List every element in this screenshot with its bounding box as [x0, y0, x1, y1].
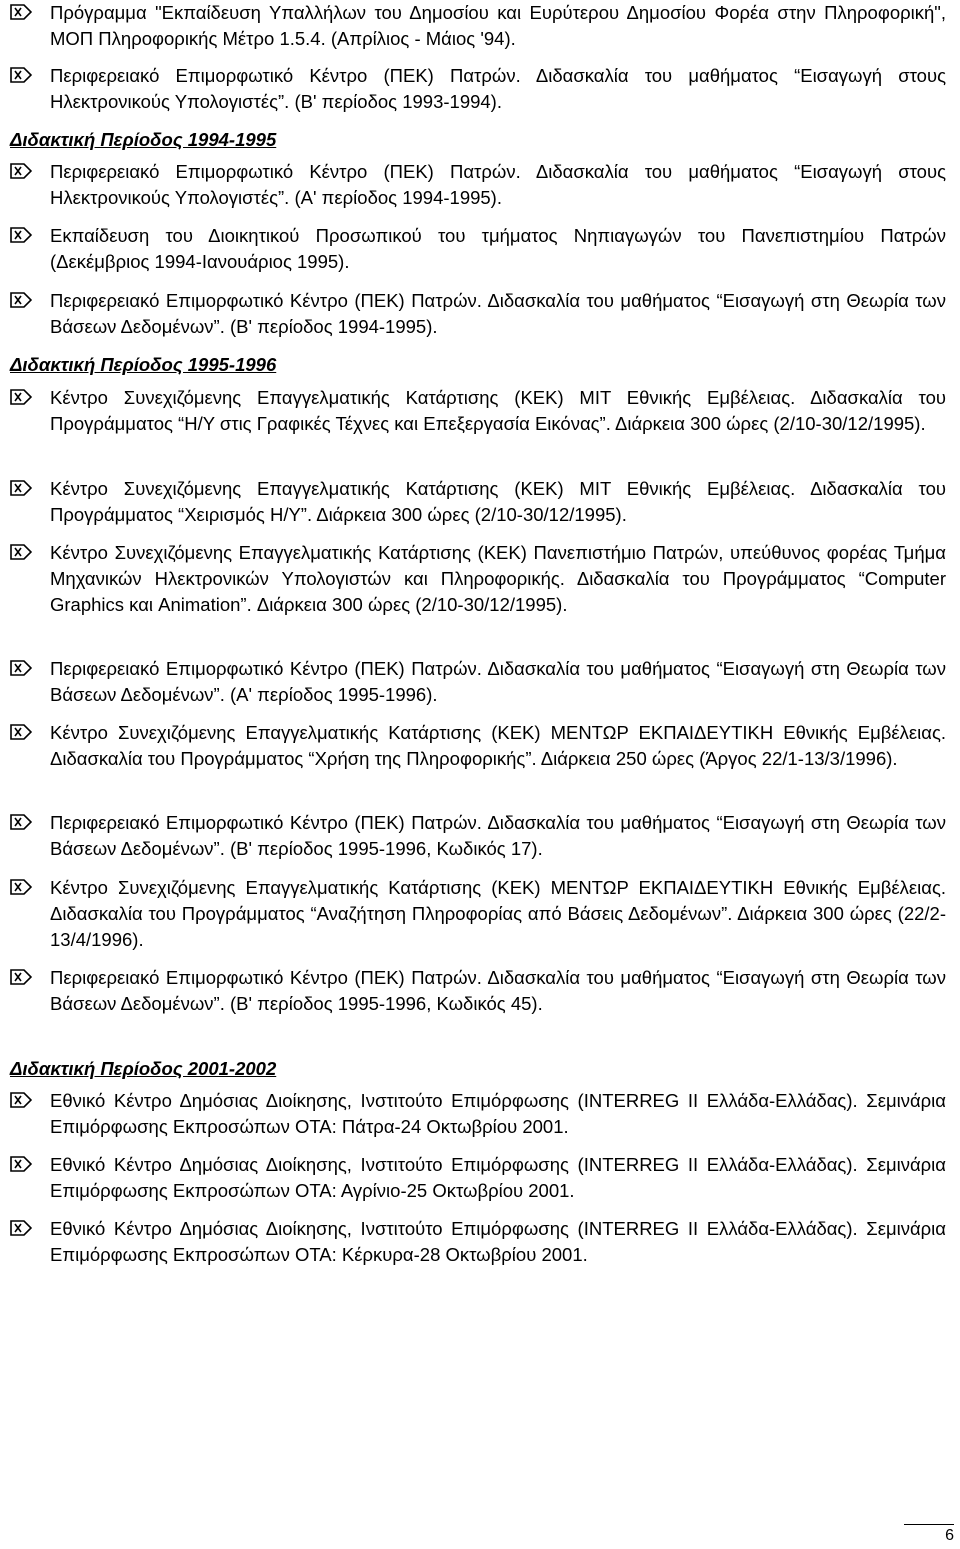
list-item [10, 810, 946, 862]
list-item-text: Περιφερειακό Επιμορφωτικό Κέντρο (ΠΕΚ) Πατρών. Διδασκαλία του μαθήματος “Εισαγωγή στη Θεωρία των Βάσεων Δεδομένων”. (Β' περίοδος 1995-1996, Κωδικός 45). [50, 967, 946, 1014]
boxed-x-arrow-icon [10, 389, 32, 405]
list-item [10, 1152, 946, 1204]
list-item [10, 476, 946, 528]
list-item-text: Εθνικό Κέντρο Δημόσιας Διοίκησης, Ινστιτούτο Επιμόρφωσης (INTERREG II Ελλάδα-Ελλάδας). Σεμινάρια Επιμόρφωσης Εκπροσώπων ΟΤΑ: Αγρίνιο-25 Οκτωβρίου 2001. [50, 1154, 946, 1201]
list-item [10, 875, 946, 952]
boxed-x-arrow-icon [10, 724, 32, 740]
boxed-x-arrow-icon [10, 67, 32, 83]
list-item [10, 385, 946, 437]
list-item [10, 159, 946, 211]
list-item-text: Κέντρο Συνεχιζόμενης Επαγγελματικής Κατάρτισης (ΚΕΚ) ΜΙΤ Εθνικής Εμβέλειας. Διδασκαλία του Προγράμματος “Χειρισμός Η/Υ”. Διάρκεια 300 ώρες (2/10-30/12/1995). [50, 478, 946, 525]
list-item-text: Περιφερειακό Επιμορφωτικό Κέντρο (ΠΕΚ) Πατρών. Διδασκαλία του μαθήματος “Εισαγωγή στη Θεωρία των Βάσεων Δεδομένων”. (Β' περίοδος 1994-1995). [50, 290, 946, 337]
list-item [10, 965, 946, 1017]
list-item-text: Πρόγραμμα "Εκπαίδευση Υπαλλήλων του Δημοσίου και Ευρύτερου Δημοσίου Φορέα στην Πληροφορική", ΜΟΠ Πληροφορικής Μέτρο 1.5.4. (Απρίλιος - Μάιος '94). [50, 2, 946, 49]
boxed-x-arrow-icon [10, 1092, 32, 1108]
boxed-x-arrow-icon [10, 969, 32, 985]
section-heading: Διδακτική Περίοδος 2001-2002 [10, 1058, 277, 1079]
list-item [10, 656, 946, 708]
list-item [10, 1088, 946, 1140]
boxed-x-arrow-icon [10, 814, 32, 830]
page-number: 6 [945, 1527, 954, 1544]
boxed-x-arrow-icon [10, 660, 32, 676]
list-item-text: Περιφερειακό Επιμορφωτικό Κέντρο (ΠΕΚ) Πατρών. Διδασκαλία του μαθήματος “Εισαγωγή στη Θεωρία των Βάσεων Δεδομένων”. (Α' περίοδος 1995-1996). [50, 658, 946, 705]
list-item-text: Περιφερειακό Επιμορφωτικό Κέντρο (ΠΕΚ) Πατρών. Διδασκαλία του μαθήματος “Εισαγωγή στη Θεωρία των Βάσεων Δεδομένων”. (Β' περίοδος 1995-1996, Κωδικός 17). [50, 812, 946, 859]
list-item [10, 720, 946, 772]
boxed-x-arrow-icon [10, 879, 32, 895]
list-item [10, 0, 946, 52]
list-item-text: Κέντρο Συνεχιζόμενης Επαγγελματικής Κατάρτισης (ΚΕΚ) ΜΙΤ Εθνικής Εμβέλειας. Διδασκαλία του Προγράμματος “Η/Υ στις Γραφικές Τέχνες και Επεξεργασία Εικόνας”. Διάρκεια 300 ώρες (2/10-30/12/1995). [50, 387, 946, 434]
list-item [10, 540, 946, 617]
section-heading: Διδακτική Περίοδος 1994-1995 [10, 129, 277, 150]
boxed-x-arrow-icon [10, 1220, 32, 1236]
boxed-x-arrow-icon [10, 480, 32, 496]
boxed-x-arrow-icon [10, 544, 32, 560]
boxed-x-arrow-icon [10, 227, 32, 243]
list-item [10, 1216, 946, 1268]
section-heading: Διδακτική Περίοδος 1995-1996 [10, 354, 277, 375]
list-item-text: Εθνικό Κέντρο Δημόσιας Διοίκησης, Ινστιτούτο Επιμόρφωσης (INTERREG II Ελλάδα-Ελλάδας). Σεμινάρια Επιμόρφωσης Εκπροσώπων ΟΤΑ: Κέρκυρα-28 Οκτωβρίου 2001. [50, 1218, 946, 1265]
list-item [10, 63, 946, 115]
list-item-text: Κέντρο Συνεχιζόμενης Επαγγελματικής Κατάρτισης (ΚΕΚ) ΜΕΝΤΩΡ ΕΚΠΑΙΔΕΥΤΙΚΗ Εθνικής Εμβέλειας. Διδασκαλία του Προγράμματος “Αναζήτηση Πληροφορίας από Βάσεις Δεδομένων”. Διάρκεια 300 ώρες (22/2-13/4/1996). [50, 877, 946, 950]
list-item-text: Περιφερειακό Επιμορφωτικό Κέντρο (ΠΕΚ) Πατρών. Διδασκαλία του μαθήματος “Εισαγωγή στους Ηλεκτρονικούς Υπολογιστές”. (Α' περίοδος 1994-1995). [50, 161, 946, 208]
list-item-text: Κέντρο Συνεχιζόμενης Επαγγελματικής Κατάρτισης (ΚΕΚ) Πανεπιστήμιο Πατρών, υπεύθυνος φορέας Τμήμα Μηχανικών Ηλεκτρονικών Υπολογιστών και Πληροφορικής. Διδασκαλία του Προγράμματος “Computer Graphics και Animation”. Διάρκεια 300 ώρες (2/10-30/12/1995). [50, 542, 946, 615]
list-item [10, 223, 946, 275]
list-item [10, 288, 946, 340]
list-item-text: Περιφερειακό Επιμορφωτικό Κέντρο (ΠΕΚ) Πατρών. Διδασκαλία του μαθήματος “Εισαγωγή στους Ηλεκτρονικούς Υπολογιστές”. (Β' περίοδος 1993-1994). [50, 65, 946, 112]
boxed-x-arrow-icon [10, 292, 32, 308]
list-item-text: Κέντρο Συνεχιζόμενης Επαγγελματικής Κατάρτισης (ΚΕΚ) ΜΕΝΤΩΡ ΕΚΠΑΙΔΕΥΤΙΚΗ Εθνικής Εμβέλειας. Διδασκαλία του Προγράμματος “Χρήση της Πληροφορικής”. Διάρκεια 250 ώρες (Άργος 22/1-13/3/1996). [50, 722, 946, 769]
boxed-x-arrow-icon [10, 163, 32, 179]
boxed-x-arrow-icon [10, 4, 32, 20]
list-item-text: Εθνικό Κέντρο Δημόσιας Διοίκησης, Ινστιτούτο Επιμόρφωσης (INTERREG II Ελλάδα-Ελλάδας). Σεμινάρια Επιμόρφωσης Εκπροσώπων ΟΤΑ: Πάτρα-24 Οκτωβρίου 2001. [50, 1090, 946, 1137]
boxed-x-arrow-icon [10, 1156, 32, 1172]
page-number-rule [904, 1524, 954, 1525]
list-item-text: Εκπαίδευση του Διοικητικού Προσωπικού του τμήματος Νηπιαγωγών του Πανεπιστημίου Πατρών (Δεκέμβριος 1994-Ιανουάριος 1995). [50, 225, 946, 272]
